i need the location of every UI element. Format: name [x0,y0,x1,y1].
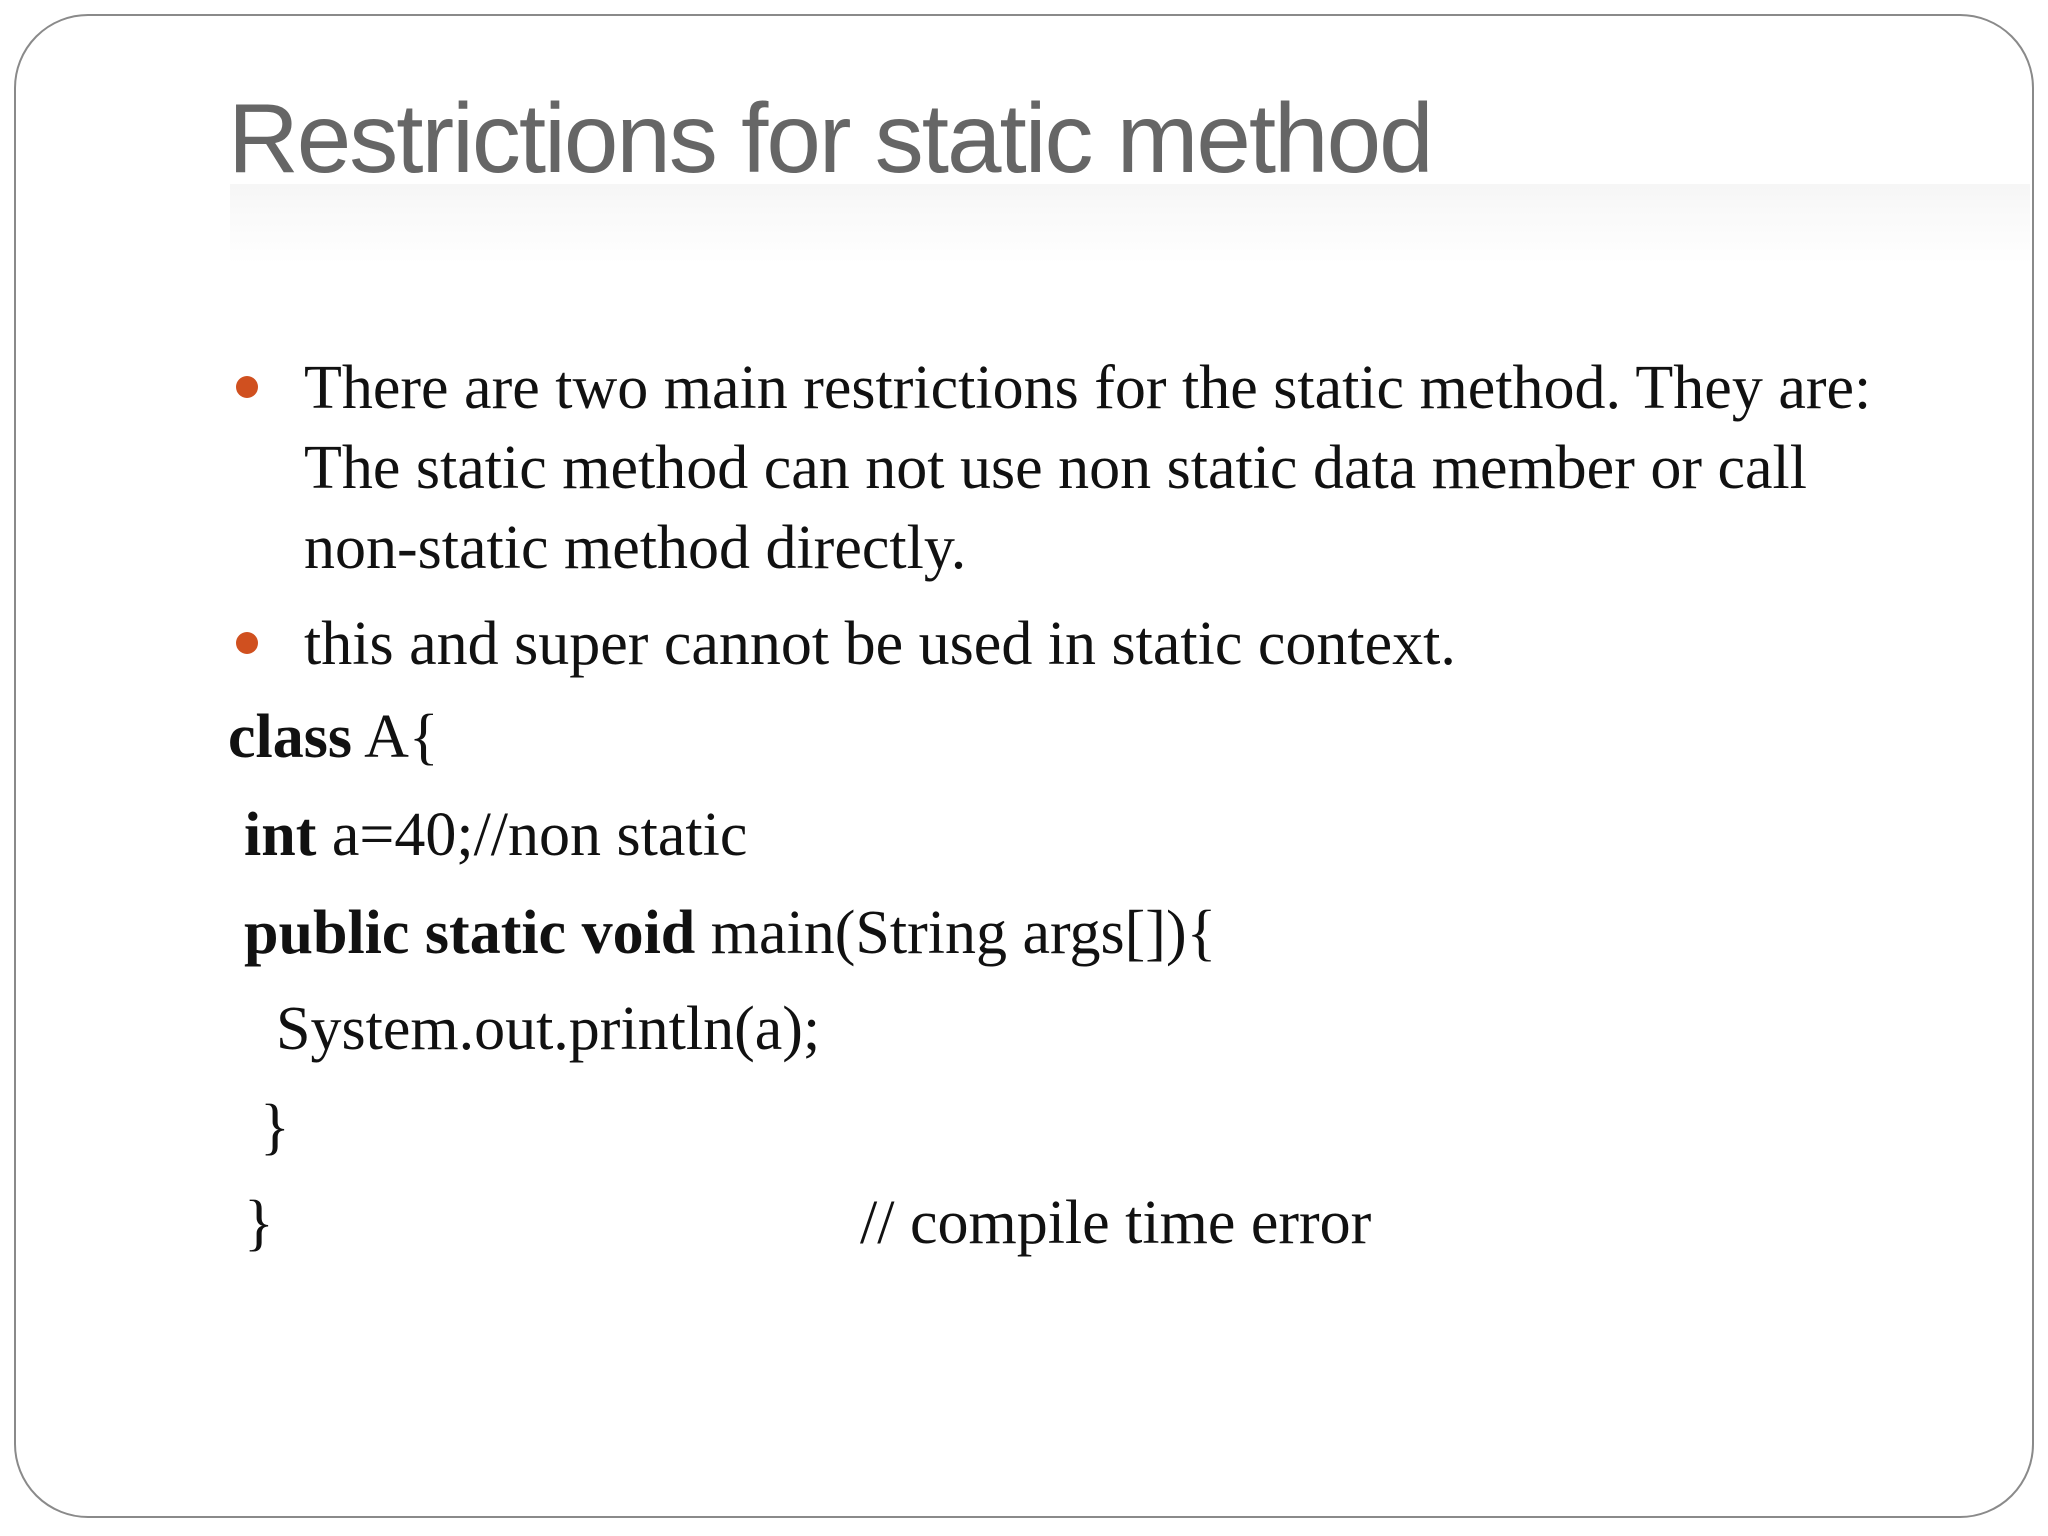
code-text: main(String args[]){ [695,899,1217,967]
bullet-list [230,348,1930,700]
bullet-text: this and super cannot be used in static context. [304,610,1456,678]
bullet-dot-icon [236,632,258,654]
code-line-close-class: } [244,1189,274,1257]
code-keyword: public static void [244,899,696,967]
code-line-close-method: } [260,1093,290,1161]
code-line-method [244,898,1216,968]
code-line-class [228,702,439,772]
code-text: a=40;//non static [316,801,748,869]
code-line-field [244,800,747,870]
code-comment: // compile time error [860,1189,1372,1257]
bullet-item [230,604,1930,684]
slide-title: Restrictions for static method [228,83,1432,193]
code-keyword: class [228,703,352,771]
code-keyword: int [244,801,317,869]
code-line-print: System.out.println(a); [276,995,821,1063]
slide [14,14,2034,1518]
bullet-dot-icon [236,376,258,398]
bullet-text: There are two main restrictions for the static method. They are: The static method can not use non static data member or call non-static method directly. [304,354,1872,582]
bullet-item [230,348,1930,588]
title-shade [230,184,2030,264]
code-text: A{ [352,703,439,771]
